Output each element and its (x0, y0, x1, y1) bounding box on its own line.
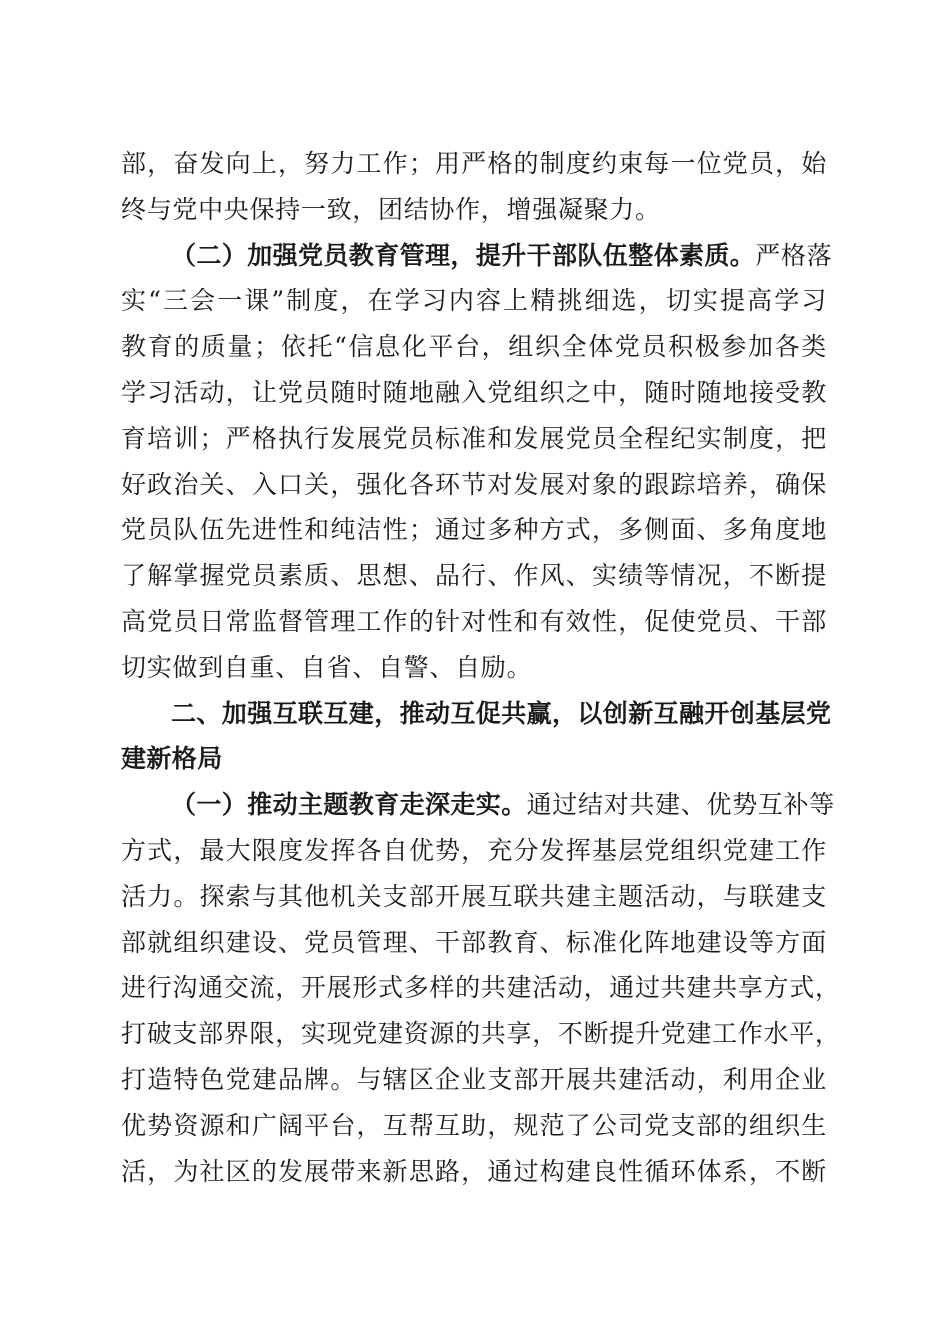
text-line: 育培训；严格执行发展党员标准和发展党员全程纪实制度，把 (121, 423, 827, 453)
text-line: 终与党中央保持一致，团结协作，增强凝聚力。 (121, 194, 661, 224)
text-line: 好政治关、入口关，强化各环节对发展对象的跟踪培养，确保 (121, 469, 827, 499)
text-line: 部，奋发向上，努力工作；用严格的制度约束每一位党员，始 (121, 149, 827, 178)
text-line: 教育的质量；依托“信息化平台，组织全体党员积极参加各类 (121, 332, 827, 362)
text-line (121, 233, 833, 279)
text-line: 方式，最大限度发挥各自优势，充分发挥基层党组织党建工作 (121, 835, 827, 865)
text-line: 进行沟通交流，开展形式多样的共建活动，通过共建共享方式， (121, 973, 841, 1003)
text-fragment: 通过结对共建、优势互补等 (526, 790, 836, 820)
heading-line: 二、加强互联互建，推动互促共赢，以创新互融开创基层党 (171, 698, 832, 728)
paragraph-theme-education (121, 782, 841, 1194)
text-fragment: 严格落 (755, 240, 833, 270)
text-line: 活力。探索与其他机关支部开展互联共建主题活动，与联建支 (121, 881, 827, 911)
paragraph-party-education (121, 233, 833, 691)
text-line: 优势资源和广阔平台，互帮互助，规范了公司党支部的组织生 (121, 1110, 827, 1140)
text-line: 了解掌握党员素质、思想、品行、作风、实绩等情况，不断提 (121, 561, 827, 591)
text-line: 切实做到自重、自省、自警、自励。 (121, 652, 533, 682)
text-line: 实“三会一课”制度，在学习内容上精挑细选，切实提高学习 (121, 286, 827, 316)
paragraph-title: （二）加强党员教育管理，提升干部队伍整体素质。 (171, 240, 756, 270)
heading-line: 建新格局 (121, 744, 223, 774)
text-line: 学习活动，让党员随时随地融入党组织之中，随时随地接受教 (121, 377, 827, 407)
text-line: 活，为社区的发展带来新思路，通过构建良性循环体系，不断 (121, 1156, 827, 1186)
document-page (121, 141, 841, 1194)
text-line (121, 782, 836, 828)
text-line: 部就组织建设、党员管理、干部教育、标准化阵地建设等方面 (121, 927, 827, 957)
paragraph-title: （一）推动主题教育走深走实。 (171, 790, 527, 820)
text-line: 打造特色党建品牌。与辖区企业支部开展共建活动，利用企业 (121, 1064, 827, 1094)
text-line: 打破支部界限，实现党建资源的共享，不断提升党建工作水平， (121, 1019, 841, 1049)
section-heading (121, 691, 832, 783)
paragraph-continuation (121, 141, 827, 233)
text-line: 高党员日常监督管理工作的针对性和有效性，促使党员、干部 (121, 606, 827, 636)
text-line: 党员队伍先进性和纯洁性；通过多种方式，多侧面、多角度地 (121, 515, 827, 545)
